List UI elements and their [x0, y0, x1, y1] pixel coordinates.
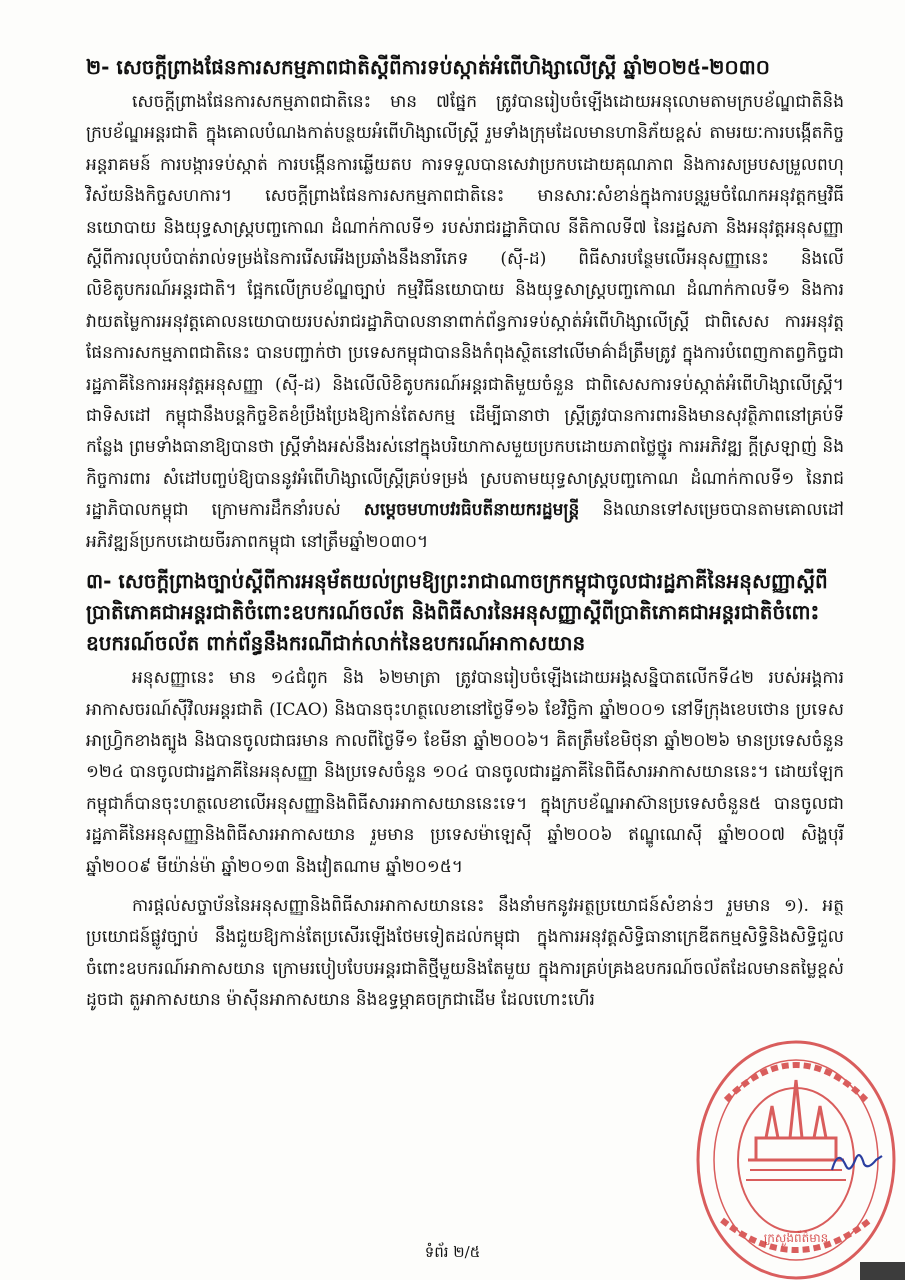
section-2-closing: និងឈានទៅសម្រេចបានតាមគោលដៅអភិវឌ្ឍន៍ប្រកបដោយចីរភាពកម្ពុជា នៅត្រឹមឆ្នាំ២០៣០។: [86, 500, 844, 552]
section-3-paragraph-1: អនុសញ្ញានេះ មាន ១៤ជំពូក និង ៦២មាត្រា ត្រូវបានរៀបចំឡើងដោយអង្គសន្និបាតលើកទី៤២ របស់អង្គការអាកាសចរណ៍ស៊ីវិលអន្តរជាតិ (ICAO) និងបានចុះហត្ថលេខានៅថ្ងៃទី១៦ ខែវិច្ឆិកា ឆ្នាំ២០០១ នៅទីក្រុងខេបថោន ប្រទេសអាហ្វ្រិកខាងត្បូង និងបានចូលជាធរមាន កាលពីថ្ងៃទី១ ខែមីនា ឆ្នាំ២០០៦។ គិតត្រឹមខែមិថុនា ឆ្នាំ២០២៦ មានប្រទេសចំនួន ១២៤ បានចូលជារដ្ឋភាគីនៃអនុសញ្ញា និងប្រទេសចំនួន ១០៤ បានចូលជារដ្ឋភាគីនៃពិធីសារអាកាសយាននេះ។ ដោយឡែក កម្ពុជាក៏បានចុះហត្ថលេខាលើអនុសញ្ញានិងពិធីសារអាកាសយាននេះទេ។ ក្នុងក្របខ័ណ្ឌអាស៊ានប្រទេសចំនួន៥ បានចូលជារដ្ឋភាគីនៃអនុសញ្ញានិងពិធីសារអាកាសយាន រួមមាន ប្រទេសម៉ាឡេស៊ី ឆ្នាំ២០០៦ ឥណ្ឌូណេស៊ី ឆ្នាំ២០០៧ សិង្ហបុរី ឆ្នាំ២០០៩ មីយ៉ាន់ម៉ា ឆ្នាំ២០១៣ និងវៀតណាម ឆ្នាំ២០១៥។: [86, 668, 844, 877]
prime-minister-title: សម្តេចមហាបវរធិបតីនាយករដ្ឋមន្ត្រី: [363, 500, 580, 521]
seal-text: ក្រសួងព័ត៌មាន: [763, 1231, 829, 1245]
section-2-heading: ២- សេចក្តីព្រាងផែនការសកម្មភាពជាតិស្តីពីការទប់ស្កាត់អំពើហិង្សាលើស្ត្រី ឆ្នាំ២០២៥-២០៣០: [86, 55, 770, 79]
section-2-body: សេចក្តីព្រាងផែនការសកម្មភាពជាតិនេះ មាន ៧ផ្នែក ត្រូវបានរៀបចំឡើងដោយអនុលោមតាមក្របខ័ណ្ឌជាតិនិងក្របខ័ណ្ឌអន្តរជាតិ ក្នុងគោលបំណងកាត់បន្ថយអំពើហិង្សាលើស្ត្រី រួមទាំងក្រុមដែលមានហានិភ័យខ្ពស់ តាមរយៈការបង្កើតកិច្ចអន្តរាគមន៍ ការបង្ការទប់ស្កាត់ ការបង្កើនការឆ្លើយតប ការទទួលបានសេវាប្រកបដោយគុណភាព និងការសម្របសម្រួលពហុវិស័យនិងកិច្ចសហការ។ សេចក្តីព្រាងផែនការសកម្មភាពជាតិនេះ មានសារៈសំខាន់ក្នុងការបន្តរួមចំណែកអនុវត្តកម្មវិធីនយោបាយ និងយុទ្ធសាស្ត្របញ្ចកោណ ដំណាក់កាលទី១ របស់រាជរដ្ឋាភិបាល នីតិកាលទី៧ នៃរដ្ឋសភា និងអនុវត្តអនុសញ្ញាស្តីពីការលុបបំបាត់រាល់ទម្រង់នៃការរើសអើងប្រឆាំងនឹងនារីភេទ (ស៊ី-ដ) ពិធីសារបន្ថែមលើអនុសញ្ញានេះ និងលើលិខិតូបករណ៍អន្តរជាតិ។ ផ្អែកលើក្របខ័ណ្ឌច្បាប់ កម្មវិធីនយោបាយ និងយុទ្ធសាស្ត្របញ្ចកោណ ដំណាក់កាលទី១ និងការវាយតម្លៃការអនុវត្តគោលនយោបាយរបស់រាជរដ្ឋាភិបាលនានាពាក់ព័ន្ធការទប់ស្កាត់អំពើហិង្សាលើស្ត្រី ជាពិសេស ការអនុវត្តផែនការសកម្មភាពជាតិនេះ បានបញ្ជាក់ថា ប្រទេសកម្ពុជាបាននិងកំពុងស្ថិតនៅលើមាគ៌ាដ៏ត្រឹមត្រូវ ក្នុងការបំពេញកាតព្វកិច្ចជារដ្ឋភាគីនៃការអនុវត្តអនុសញ្ញា (ស៊ី-ដ) និងលើលិខិតូបករណ៍អន្តរជាតិមួយចំនួន ជាពិសេសការទប់ស្កាត់អំពើហិង្សាលើស្ត្រី។ ជាទិសដៅ កម្ពុជានឹងបន្តកិច្ចខិតខំប្រឹងប្រែងឱ្យកាន់តែសកម្ម ដើម្បីធានាថា ស្ត្រីត្រូវបានការពារនិងមានសុវត្ថិភាពនៅគ្រប់ទីកន្លែង ព្រមទាំងធានាឱ្យបានថា ស្ត្រីទាំងអស់នឹងរស់នៅក្នុងបរិយាកាសមួយប្រកបដោយភាពថ្លៃថ្នូរ ការអភិវឌ្ឍ ក្តីស្រឡាញ់ និងកិច្ចការពារ សំដៅបញ្ចប់ឱ្យបាននូវអំពើហិង្សាលើស្ត្រីគ្រប់ទម្រង់ ស្របតាមយុទ្ធសាស្ត្របញ្ចកោណ ដំណាក់កាលទី១ នៃរាជរដ្ឋាភិបាលកម្ពុជា ក្រោមការដឹកនាំរបស់: [86, 92, 844, 521]
section-3-heading: ៣- សេចក្តីព្រាងច្បាប់ស្តីពីការអនុម័តយល់ព្រមឱ្យព្រះរាជាណាចក្រកម្ពុជាចូលជារដ្ឋភាគីនៃអនុសញ្ញាស្តីពីប្រាតិភោគជាអន្តរជាតិចំពោះឧបករណ៍ចល័ត និងពិធីសារនៃអនុសញ្ញាស្តីពីប្រាតិភោគជាអន្តរជាតិចំពោះឧបករណ៍ចល័ត ពាក់ព័ន្ធនឹងករណីជាក់លាក់នៃឧបករណ៍អាកាសយាន: [86, 569, 828, 656]
page-number: ទំព័រ ២/៥: [424, 1243, 481, 1261]
section-3-paragraph-2: ការផ្តល់សច្ចាប័ននៃអនុសញ្ញានិងពិធីសារអាកាសយាននេះ នឹងនាំមកនូវអត្ថប្រយោជន៍សំខាន់ៗ រួមមាន ១). អត្ថប្រយោជន៍ផ្លូវច្បាប់ នឹងជួយឱ្យកាន់តែប្រសើរឡើងថែមទៀតដល់កម្ពុជា ក្នុងការអនុវត្តសិទ្ធិធានាក្រេឌីតកម្មសិទ្ធិនិងសិទ្ធិជួលចំពោះឧបករណ៍អាកាសយាន ក្រោមរបៀបបែបអន្តរជាតិថ្មីមួយនិងតែមួយ ក្នុងការគ្រប់គ្រងឧបករណ៍ចល័តដែលមានតម្លៃខ្ពស់ ដូចជា តួអាកាសយាន ម៉ាស៊ីនអាកាសយាន និងឧទ្ធម្ភាគចក្រជាដើម ដែលហោះហើរ: [86, 895, 844, 1011]
section-2-paragraph: [86, 87, 844, 558]
scan-edge-shadow: [860, 1262, 905, 1280]
signature: [828, 1140, 886, 1180]
document-body: [86, 52, 844, 1025]
